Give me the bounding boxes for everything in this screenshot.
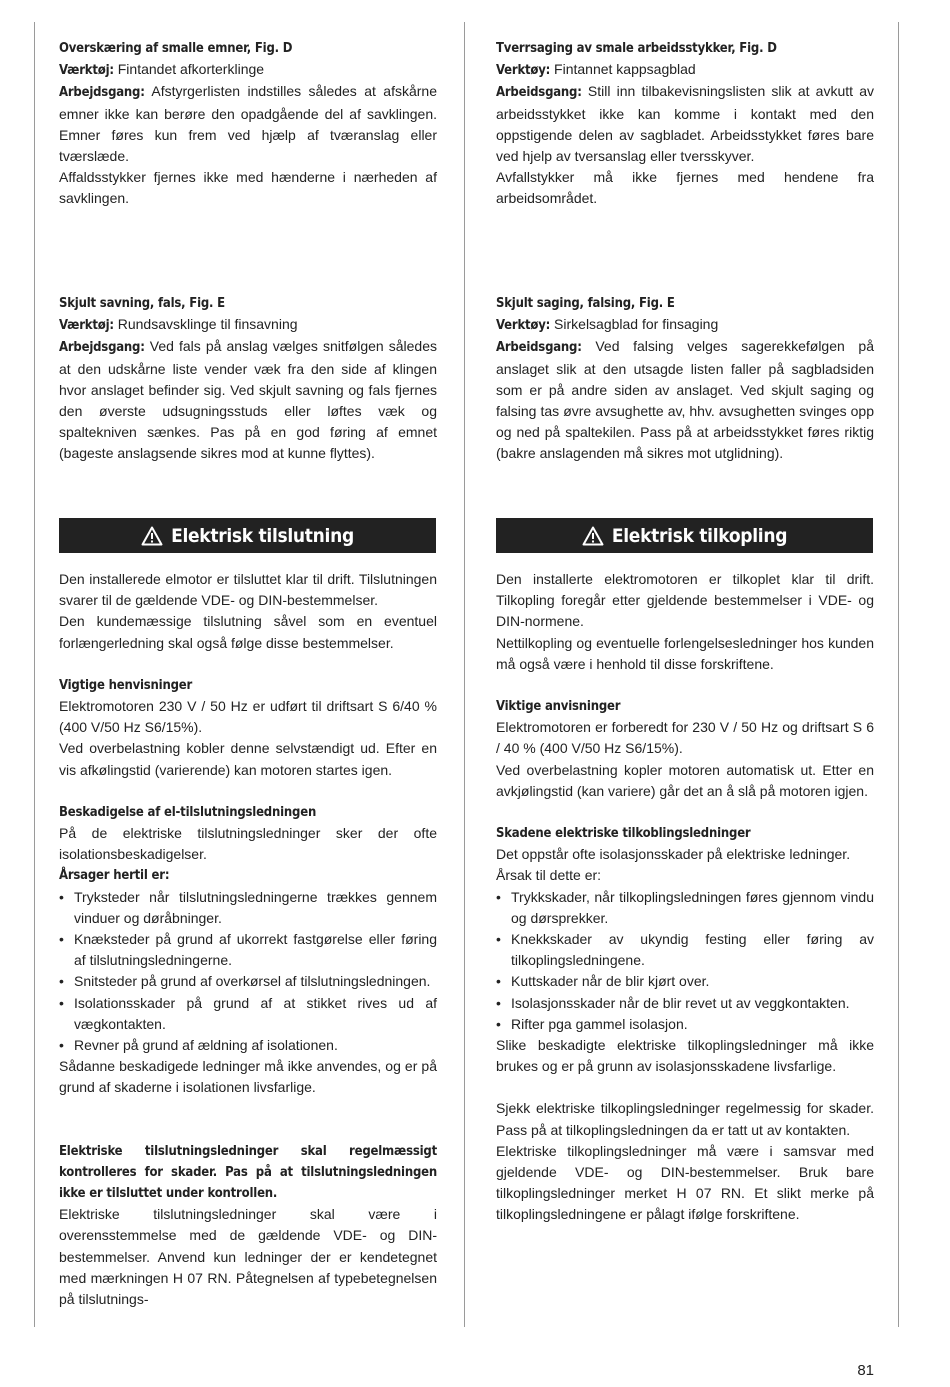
list-item: • Isolasjonsskader når de blir revet ut av veggkontakten. [496,993,874,1014]
intro-text: Den kundemæssige tilslutning såvel som en eventuel forlængerledning skal også følge disse bestemmelser. [59,613,437,651]
intro-text: Den installerte elektromotoren er tilkoplet klar til drift. Tilkopling foregår etter gjeldende bestemmelser i VDE- og DIN-normene. [496,571,874,630]
banner-title: Elektrisk tilslutning [171,524,354,547]
column-divider-rule [464,22,465,1327]
right-section-rebate [496,293,874,465]
body-text: Slike beskadigte elektriske tilkoplingsledninger må ikke brukes og er på grunn av isolasjonsskadene livsfarlige. [496,1037,874,1075]
body-text: Elektromotoren er forberedt for 230 V / 50 Hz og driftsart S 6 / 40 % (400 V/50 Hz S6/15%). [496,719,874,757]
list-item: • Tryksteder når tilslutningsledningerne trækkes gennem vinduer og døråbninger. [59,887,437,929]
procedure-text: Arbejdsgang: Afstyrgerlisten indstilles således at afskårne emner ikke kan berøre den opadgående del af savklingen. Emner føres kun frem ved hjælp af tværanslag eller tværslæde. [59,83,437,165]
body-text: Elektriske tilkoplingsledninger må være i samsvar med gjeldende VDE- og DIN-bestemmelser. Bruk bare tilkoplingsledninger merket H 07 RN. Et slikt merke på tilkoplingsledningene er pålagt ifølge forskriftene. [496,1142,874,1223]
intro-text: Den installerede elmotor er tilsluttet klar til drift. Tilslutningen svarer til de gældende VDE- og DIN-bestemmelser. [59,571,437,609]
list-item: • Trykkskader, når tilkoplingsledningen føres gjennom vindu og dørsprekker. [496,887,874,929]
body-text: Det oppstår ofte isolasjonsskader på elektriske ledninger. [496,846,851,863]
left-section-rebate [59,293,437,465]
body-text: På de elektriske tilslutningsledninger sker der ofte isolationsbeskadigelser. [59,825,437,863]
tool-line: Verktøy: Fintannet kappsagblad [496,61,696,79]
causes-label: Årsager hertil er: [59,868,170,884]
causes-list [59,887,437,1057]
causes-label: Årsak til dette er: [496,867,602,884]
note-text: Affaldsstykker fjernes ikke med hænderne i nærheden af savklingen. [59,169,437,207]
tool-line: Værktøj: Fintandet afkorterklinge [59,61,265,79]
list-item: • Knekkskader av ukyndig festing eller føring av tilkoplingsledningene. [496,929,874,971]
warning-bold-text: Elektriske tilslutningsledninger skal regelmæssigt kontrolleres for skader. Pas på at tilslutningsledningen ikke er tilsluttet under kontrollen. [59,1143,437,1202]
electrical-connection-banner [496,518,873,553]
subheading: Beskadigelse af el-tilslutningsledningen [59,804,317,820]
list-item: • Knæksteder på grund af ukorrekt fastgørelse eller føring af tilslutningsledningerne. [59,929,437,971]
list-item: • Revner på grund af ældning af isolationen. [59,1035,437,1056]
list-item: • Snitsteder på grund af overkørsel af tilslutningsledningen. [59,971,437,992]
intro-text: Nettilkopling og eventuelle forlengelsesledninger hos kunden må også være i henhold til disse forskriftene. [496,634,874,672]
right-margin-rule [898,22,899,1327]
tool-line: Værktøj: Rundsavsklinge til finsavning [59,316,298,334]
causes-list [496,887,874,1035]
body-text: Elektromotoren 230 V / 50 Hz er udført til driftsart S 6/40 % (400 V/50 Hz S6/15%). [59,698,437,736]
list-item: • Kuttskader når de blir kjørt over. [496,971,874,992]
procedure-text: Arbejdsgang: Ved fals på anslag vælges snitfølgen således at den udskårne liste vender væk fra den side af klingen hvor anslaget befinder sig. Ved skjult savning og fals fjernes den øverste udsugningsstuds eller løftes væk og spaltekniven sænkes. Pas på en god føring af emnet (bageste anslagsende sikres mod at kunne flyttes). [59,338,437,462]
section-heading: Tverrsaging av smale arbeidsstykker, Fig. D [496,41,777,56]
right-section-crosscut [496,38,874,210]
body-text: Ved overbelastning kopler motoren automatisk ut. Etter en avkjølingstid (kan variere) går det an å slå på motoren igjen. [496,761,874,799]
body-text: Ved overbelastning kobler denne selvstændigt ud. Efter en vis afkølingstid (varierende) kan motoren startes igen. [59,740,437,778]
warning-triangle-icon [582,526,604,546]
electrical-connection-banner [59,518,436,553]
list-item: • Rifter pga gammel isolasjon. [496,1014,874,1035]
body-text: Sjekk elektriske tilkoplingsledninger regelmessig for skader. Pass på at tilkoplingsledningen da er tatt ut av kontakten. [496,1100,874,1138]
procedure-text: Arbeidsgang: Still inn tilbakevisningslisten slik at avkutt av arbeidsstykket ikke kan komme i kontakt med den oppstigende delen av sagbladet. Arbeidsstykket føres bare ved hjelp av tversanslag eller tversskyver. [496,83,874,165]
subheading: Skadene elektriske tilkoblingsledninger [496,826,751,842]
section-heading: Skjult saging, falsing, Fig. E [496,296,675,311]
right-electrical-section [496,569,874,1226]
body-text: Sådanne beskadigede ledninger må ikke anvendes, og er på grund af skaderne i isolationen livsfarlige. [59,1058,437,1096]
page-number: 81 [857,1362,874,1379]
note-text: Avfallstykker må ikke fjernes med hendene fra arbeidsområdet. [496,169,874,207]
tool-line: Verktøy: Sirkelsagblad for finsaging [496,316,719,334]
section-heading: Skjult savning, fals, Fig. E [59,296,225,311]
procedure-text: Arbeidsgang: Ved falsing velges sagerekkefølgen på anslaget slik at den utsagde listen faller på sagbladsiden som er på andre siden av anslaget. Ved skjult saging og falsing tas øvre avsughette av, hhv. avsughetten svinges opp og ned på spaltekilen. Pass på at arbeidsstykket føres riktig (bakre anslagenden må sikres mot utglidning). [496,338,874,462]
subheading: Viktige anvisninger [496,699,621,715]
subheading: Vigtige henvisninger [59,677,193,693]
warning-triangle-icon [141,526,163,546]
body-text: Elektriske tilslutningsledninger skal være i overensstemmelse med de gældende VDE- og DIN-bestemmelser. Anvend kun ledninger der er kendetegnet med mærkningen H 07 RN. Påtegnelsen af typebetegnelsen på tilslutnings- [59,1206,437,1308]
left-margin-rule [34,22,35,1327]
left-section-crosscut [59,38,437,210]
left-electrical-section [59,569,437,1310]
section-heading: Overskæring af smalle emner, Fig. D [59,41,293,56]
banner-title: Elektrisk tilkopling [611,524,788,547]
list-item: • Isolationsskader på grund af at stikket rives ud af vægkontakten. [59,993,437,1035]
